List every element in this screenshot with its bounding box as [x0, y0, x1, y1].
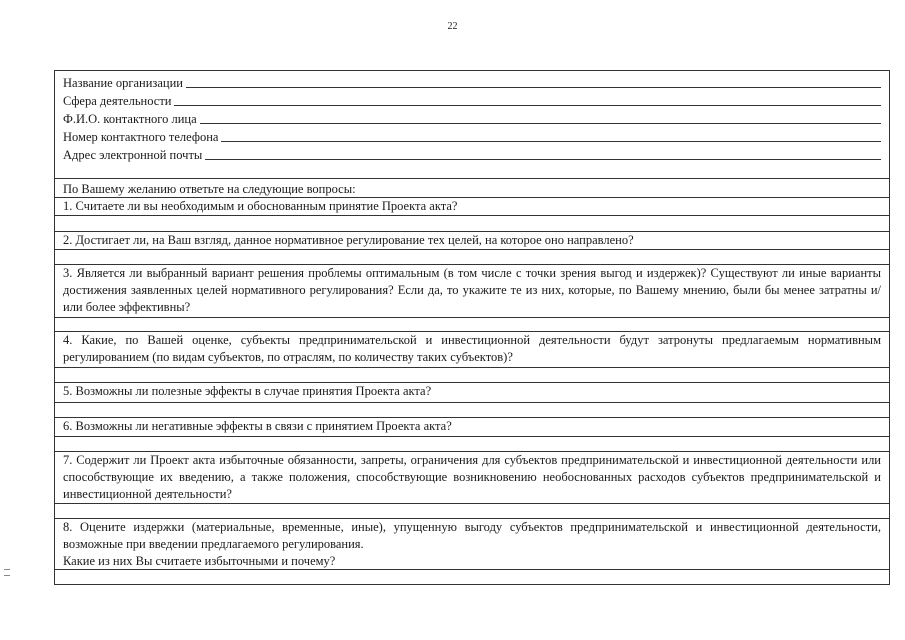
row-divider [55, 402, 889, 403]
field-underline [186, 87, 881, 88]
activity-area-field[interactable] [63, 91, 881, 109]
field-underline [221, 141, 881, 142]
field-label: Название организации [63, 76, 183, 90]
survey-form [54, 70, 890, 585]
question-5: 5. Возможны ли полезные эффекты в случае принятия Проекта акта? [63, 384, 432, 398]
margin-mark [4, 575, 10, 576]
row-divider [55, 367, 889, 368]
question-7: 7. Содержит ли Проект акта избыточные обязанности, запреты, ограничения для субъектов предпринимательской и инвестиционной деятельности или способствующие их введению, а также положения, способствующие возникновению необоснованных расходов субъектов предпринимательской и инвестиционной деятельности? [63, 453, 881, 501]
field-underline [174, 105, 881, 106]
field-underline [200, 123, 881, 124]
contact-person-field[interactable] [63, 109, 881, 127]
question-8: 8. Оцените издержки (материальные, временные, иные), упущенную выгоду субъектов предпринимательской и инвестиционной деятельности, возможные при введении предлагаемого регулирования. [63, 520, 881, 551]
page-number: 22 [447, 21, 458, 32]
row-divider [55, 317, 889, 318]
row-divider [55, 215, 889, 216]
question-4: 4. Какие, по Вашей оценке, субъекты предпринимательской и инвестиционной деятельности будут затронуты предлагаемым нормативным регулированием (по видам субъектов, по отраслям, по количеству таких субъектов)? [63, 333, 881, 364]
field-underline [205, 159, 881, 160]
intro-text: По Вашему желанию ответьте на следующие вопросы: [63, 182, 356, 196]
field-label: Сфера деятельности [63, 94, 172, 108]
row-divider [55, 436, 889, 437]
question-8-followup: Какие из них Вы считаете избыточными и почему? [63, 554, 336, 568]
row-divider [55, 503, 889, 504]
question-2: 2. Достигает ли, на Ваш взгляд, данное нормативное регулирование тех целей, на которое оно направлено? [63, 233, 634, 247]
question-3: 3. Является ли выбранный вариант решения проблемы оптимальным (в том числе с точки зрения выгод и издержек)? Существуют ли иные варианты достижения заявленных целей нормативного регулирования? Если да, то укажите те из них, которые, по Вашему мнению, были бы менее затратны и/или более эффективны? [63, 266, 881, 314]
margin-mark [4, 569, 10, 570]
email-field[interactable] [63, 145, 881, 163]
contact-phone-field[interactable] [63, 127, 881, 145]
field-label: Номер контактного телефона [63, 130, 219, 144]
field-label: Ф.И.О. контактного лица [63, 112, 197, 126]
question-1: 1. Считаете ли вы необходимым и обоснованным принятие Проекта акта? [63, 199, 458, 213]
field-label: Адрес электронной почты [63, 148, 203, 162]
question-6: 6. Возможны ли негативные эффекты в связи с принятием Проекта акта? [63, 419, 452, 433]
row-divider [55, 178, 889, 179]
organization-name-field[interactable] [63, 73, 881, 91]
row-divider [55, 249, 889, 250]
